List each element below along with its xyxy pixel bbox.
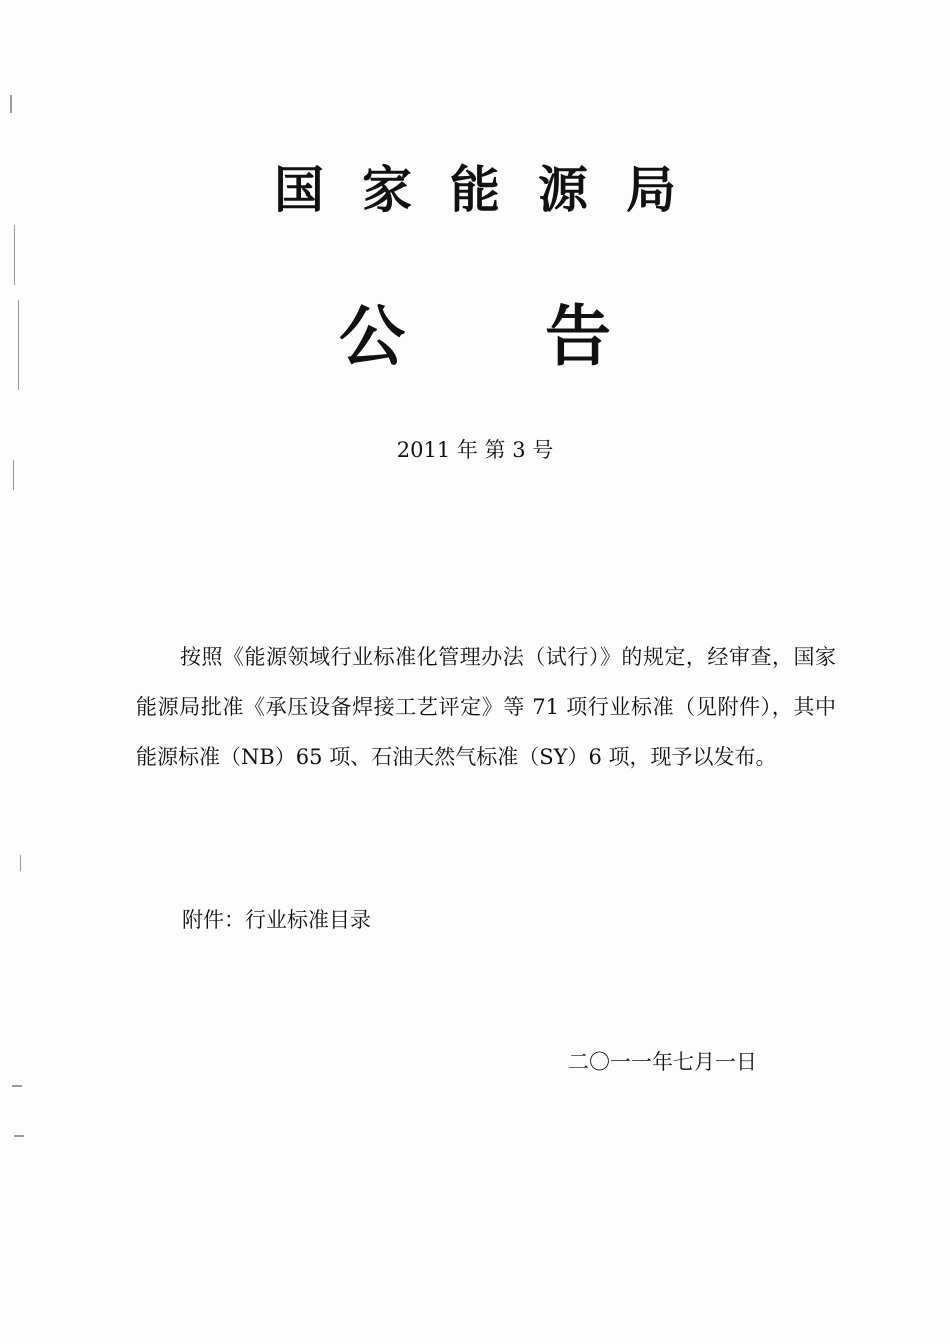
scan-edge-mark: [12, 1085, 22, 1087]
scan-edge-mark: [14, 225, 15, 285]
scan-edge-mark: [10, 95, 12, 113]
issue-date: 二〇一一年七月一日: [568, 1050, 757, 1074]
scan-edge-mark: [14, 1135, 24, 1137]
scan-edge-mark: [20, 855, 21, 871]
attachment-line: 附件：行业标准目录: [182, 908, 371, 932]
issuer-title: 国家能源局: [274, 160, 714, 219]
document-type-heading: 公告: [339, 297, 751, 375]
notice-body-paragraph: 按照《能源领域行业标准化管理办法（试行）》的规定，经审查，国家能源局批准《承压设备焊接工艺评定》等 71 项行业标准（见附件），其中能源标准（NB）65 项、石油天然气标准（SY）6 项，现予以发布。: [136, 645, 836, 769]
document-number: 2011 年 第 3 号: [396, 438, 554, 462]
scan-edge-mark: [13, 460, 14, 490]
